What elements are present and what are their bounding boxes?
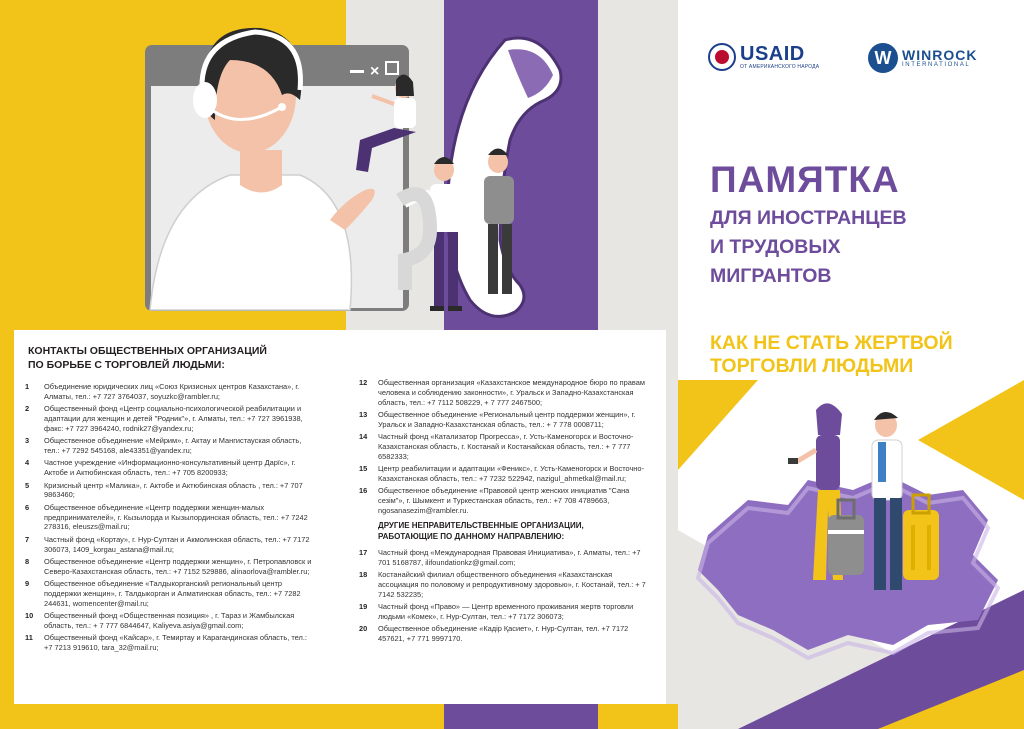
contact-entry — [358, 432, 653, 461]
contact-text: Общественное объединение «Правовой центр женских инициатив "Сана сезім"», г. Шымкент и Туркестанская область, тел.: +7 708 4789663, ngosanasezim@rambler.ru. — [378, 486, 630, 515]
winrock-w-icon: W — [868, 43, 898, 73]
usaid-subtitle: ОТ АМЕРИКАНСКОГО НАРОДА — [740, 64, 820, 70]
contact-entry — [24, 557, 314, 577]
contact-number: 6 — [25, 502, 30, 512]
contact-entry — [24, 436, 314, 456]
contacts-title — [28, 344, 328, 372]
cover-subtitle-line3: МИГРАНТОВ — [710, 265, 832, 287]
contact-text: Общественная организация «Казахстанское международное бюро по правам человека и соблюдению законности», г. Уральск и Западно-Казахстанская область, тел.: +7 7112 508229, + 7 777 2467500; — [378, 378, 645, 407]
cover-title: ПАМЯТКА — [710, 159, 900, 200]
contact-number: 9 — [25, 579, 30, 589]
bottom-strip-purple — [444, 704, 598, 729]
contact-number: 13 — [359, 409, 368, 419]
contact-text: Объединение юридических лиц «Союз Кризисных центров Казахстана», г. Алматы, тел.: +7 727 3764037, soyuzkc@rambler.ru; — [44, 382, 300, 401]
contact-text: Центр реабилитации и адаптации «Феникс», г. Усть-Каменогорск и Восточно-Казахстанская область, тел.: +7 7232 522942, nazigul_ahmetkal@mail.ru; — [378, 464, 644, 483]
winrock-logo — [868, 43, 977, 73]
travelers-illustration — [678, 380, 1024, 729]
contact-text: Костанайский филиал общественного объединения «Казахстанская ассоциация по половому и репродуктивному здоровью», г. Костанай, тел.: + 7 7142 532235; — [378, 569, 646, 599]
contact-entry — [358, 378, 653, 407]
contacts-right-column — [358, 378, 653, 646]
contact-entry — [24, 382, 314, 402]
contact-text: Общественное объединение «Центр поддержки женщин», г. Петропавловск и Северо-Казахстанская область, тел.: +7 7152 529886, alinaorlova@rambler.ru; — [44, 556, 312, 576]
cover-subtitle-line2: И ТРУДОВЫХ — [710, 236, 841, 258]
contact-entry — [358, 602, 653, 622]
contact-text: Общественное объединение «Кадір Қасиет», г. Нур-Султан, тел. +7 7172 457621, +7 771 9997170. — [378, 624, 629, 643]
contact-entry — [24, 503, 314, 532]
contact-entry — [24, 579, 314, 608]
contact-number: 1 — [25, 382, 30, 391]
contact-number: 16 — [359, 486, 368, 496]
contact-entry — [358, 486, 653, 515]
contact-entry — [24, 481, 314, 501]
contact-entry — [358, 624, 653, 644]
contacts-title-line1: КОНТАКТЫ ОБЩЕСТВЕННЫХ ОРГАНИЗАЦИЙ — [28, 345, 267, 357]
contact-number: 11 — [25, 633, 33, 643]
winrock-subtitle: INTERNATIONAL — [902, 62, 971, 68]
contact-text: Частный фонд «Катализатор Прогресса», г. Усть-Каменогорск и Восточно-Казахстанская область, г. Костанай и Костанайская область, тел.: + 7 777 6582333; — [378, 432, 634, 461]
other-heading-line2: РАБОТАЮЩИЕ ПО ДАННОМУ НАПРАВЛЕНИЮ: — [378, 531, 565, 541]
usaid-logo — [708, 43, 819, 71]
contact-entry — [358, 548, 653, 568]
contact-entry — [24, 404, 314, 433]
contact-number: 3 — [25, 436, 30, 446]
cover-page — [678, 0, 1024, 729]
contact-entry — [358, 410, 653, 430]
contact-number: 18 — [359, 569, 368, 579]
cover-tagline-line2: ТОРГОВЛИ ЛЮДЬМИ — [710, 355, 914, 377]
winrock-wordmark: WINROCK — [902, 47, 978, 63]
usaid-seal-icon — [708, 43, 736, 71]
svg-text:×: × — [370, 63, 380, 80]
contact-text: Общественное объединение «Талдыкорганский региональный центр поддержки женщин», г. Талдыкорган и Алматинская область, тел.: +7 7282 244631, womencenter@mail.ru; — [44, 579, 301, 608]
contact-number: 20 — [359, 624, 368, 634]
contact-text: Частный фонд «Международная Правовая Инициатива», г. Алматы, тел.: +7 701 5168787, ilifoundationkz@gmail.com; — [378, 547, 641, 567]
other-heading-line1: ДРУГИЕ НЕПРАВИТЕЛЬСТВЕННЫЕ ОРГАНИЗАЦИИ, — [378, 520, 584, 530]
cover-tagline — [710, 332, 1010, 378]
contact-number: 10 — [25, 611, 34, 621]
contact-number: 4 — [25, 458, 30, 468]
contact-text: Общественное объединение «Региональный центр поддержки женщин», г. Уральск и Западно-Казахстанская область, тел.: + 7 778 0008711; — [378, 409, 636, 429]
contact-number: 2 — [25, 404, 30, 414]
contact-text: Частное учреждение «Информационно-консультативный центр Дарїс», г. Актобе и Актюбинская область, тел.: +7 705 8200933; — [44, 458, 296, 478]
contact-entry — [24, 611, 314, 631]
contact-text: Общественное объединение «Центр поддержки женщин-малых предпринимателей», г. Кызылорда и Кызылординская область, тел.: +7 7242 278316, eleuszs@mail.ru; — [44, 502, 308, 532]
contact-number: 8 — [25, 556, 30, 566]
contact-number: 15 — [359, 464, 368, 474]
usaid-wordmark: USAID — [740, 43, 805, 65]
contact-text: Общественный фонд «Общественная позиция» , г. Тараз и Жамбылская область, тел.: + 7 777 6844647, Kaliyeva.asiya@gmail.com; — [44, 611, 295, 630]
contact-entry — [358, 570, 653, 599]
contact-entry — [24, 535, 314, 555]
cover-tagline-line1: КАК НЕ СТАТЬ ЖЕРТВОЙ — [710, 332, 953, 354]
contact-number: 19 — [359, 601, 368, 611]
contact-number: 7 — [25, 534, 30, 544]
contact-text: Общественный фонд «Центр социально-психологической реабилитации и адаптации для женщин и детей "Родник"», г. Алматы, тел.: +7 727 3961938, факс: +7 727 3964240, rodnik27@yandex.ru; — [44, 404, 303, 433]
contact-text: Частный фонд «Кортау», г. Нур-Султан и Акмолинская область, тел.: +7 7172 306073, 1409_korgau_astana@mail.ru; — [44, 534, 310, 554]
contact-text: Общественное объединение «Мейрим», г. Актау и Мангистауская область, тел.: +7 7292 545168, ale43351@yandex.ru; — [44, 436, 302, 455]
cover-subtitle-line1: ДЛЯ ИНОСТРАНЦЕВ — [710, 207, 907, 229]
contact-entry — [24, 458, 314, 478]
contact-number: 5 — [25, 480, 30, 490]
contact-entry — [358, 464, 653, 484]
contact-number: 12 — [359, 378, 368, 387]
contacts-left-column — [24, 382, 314, 655]
contacts-panel — [14, 330, 666, 704]
contact-text: Частный фонд «Право» — Центр временного проживания жертв торговли людьми «Комек», г. Нур-Султан, тел.: +7 7172 306073; — [378, 601, 634, 621]
cover-subtitle — [710, 204, 1010, 291]
contact-number: 14 — [359, 432, 368, 442]
other-ngos-heading — [378, 520, 618, 542]
contacts-title-line2: ПО БОРЬБЕ С ТОРГОВЛЕЙ ЛЮДЬМИ: — [28, 359, 225, 371]
hotline-illustration — [0, 0, 678, 330]
contact-entry — [24, 633, 314, 653]
contact-text: Общественный фонд «Кайсар», г. Темиртау и Карагандинская область, тел.: +7 7213 919610, tara_32@mail.ru; — [44, 633, 307, 653]
contact-text: Кризисный центр «Малика», г. Актобе и Актюбинская область , тел.: +7 707 9863460; — [44, 480, 303, 500]
contact-number: 17 — [359, 547, 368, 557]
